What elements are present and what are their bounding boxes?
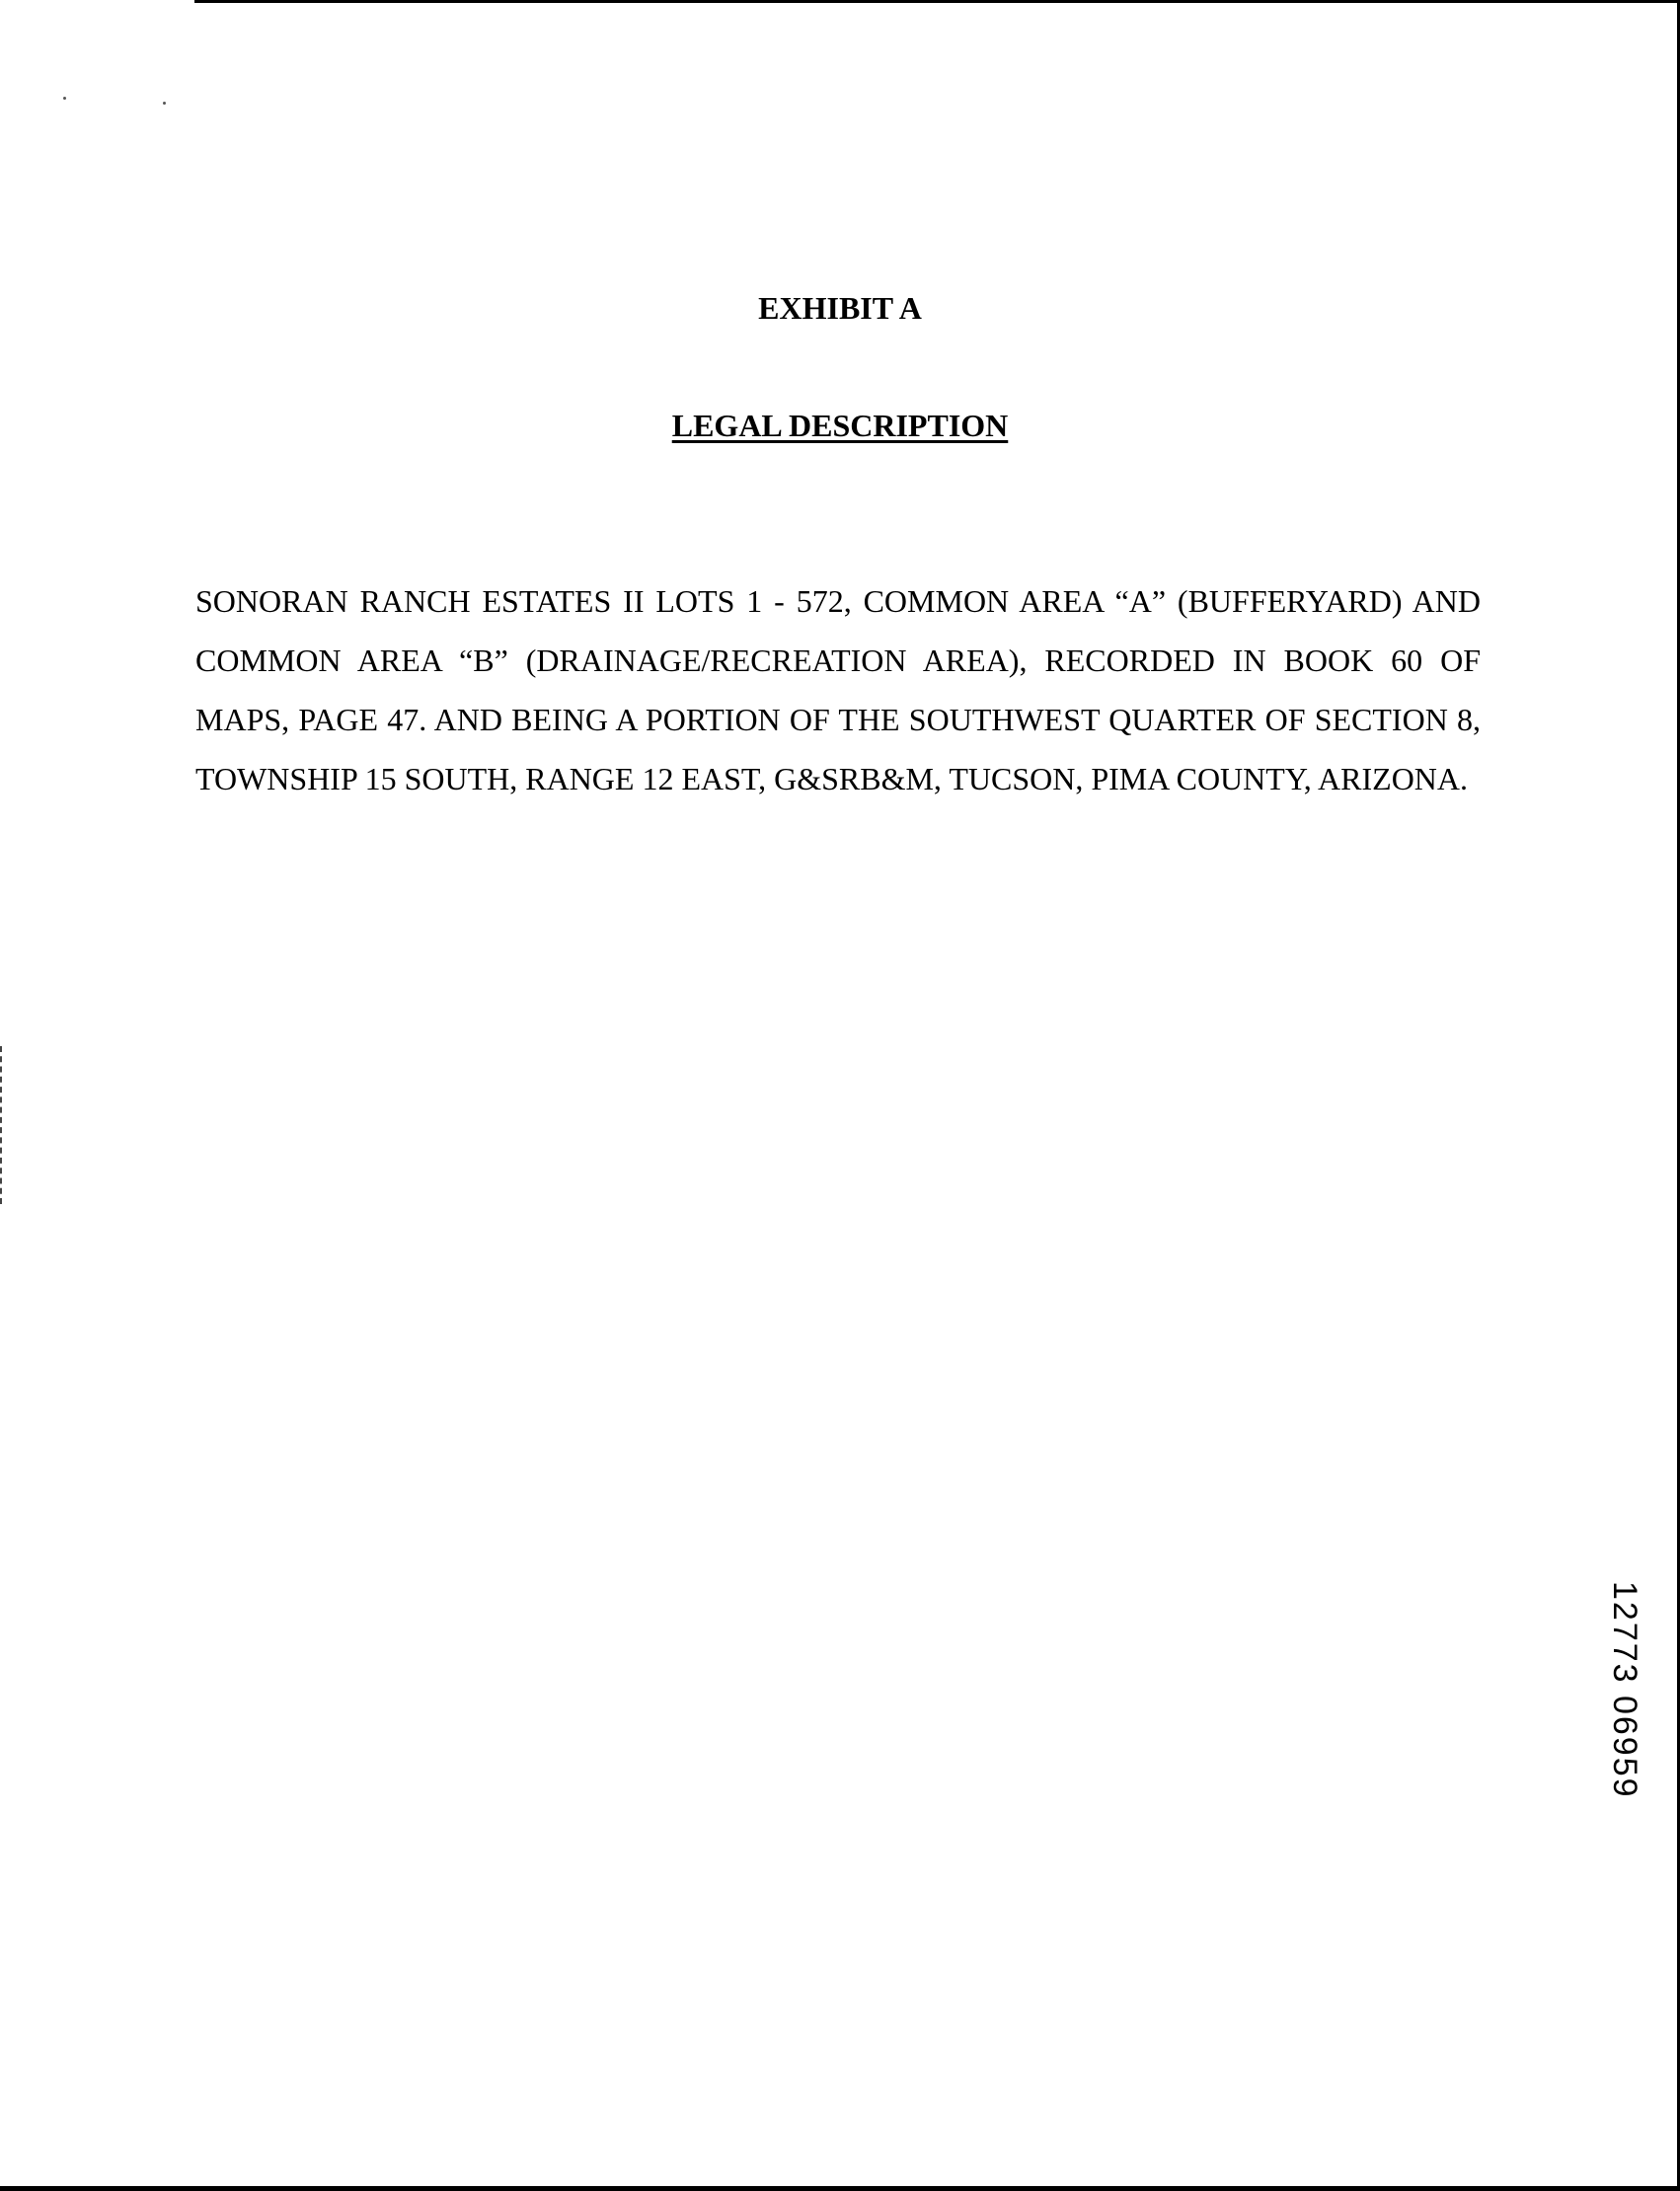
- recording-number-text: 12773 06959: [1606, 1581, 1643, 1799]
- scan-speck: [163, 102, 166, 105]
- scan-speck: [63, 97, 66, 100]
- legal-description-paragraph: SONORAN RANCH ESTATES II LOTS 1 - 572, COMMON AREA “A” (BUFFERYARD) AND COMMON AREA “B” (DRAINAGE/RECREATION AREA), RECORDED IN BOOK 60 OF MAPS, PAGE 47. AND BEING A PORTION OF THE SOUTHWEST QUARTER OF SECTION 8, TOWNSHIP 15 SOUTH, RANGE 12 EAST, G&SRB&M, TUCSON, PIMA COUNTY, ARIZONA.: [195, 583, 1481, 796]
- scan-edge-top: [194, 0, 1680, 3]
- section-title: LEGAL DESCRIPTION: [671, 408, 1009, 443]
- scan-edge-left: [0, 1046, 4, 1204]
- recording-number: [1601, 1581, 1650, 1857]
- scan-edge-bottom: [0, 2186, 1680, 2191]
- exhibit-title: EXHIBIT A: [758, 290, 922, 326]
